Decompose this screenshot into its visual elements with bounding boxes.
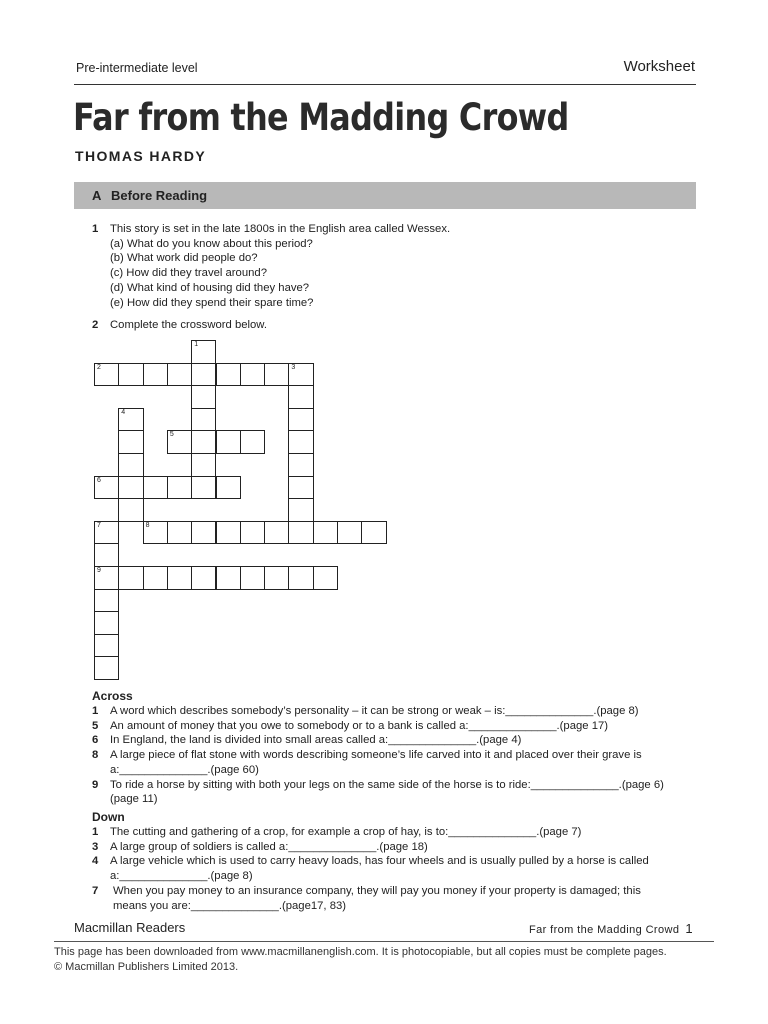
down-clue-number: 3	[92, 840, 99, 853]
crossword-cell[interactable]	[191, 476, 216, 500]
crossword-cell[interactable]	[191, 363, 216, 387]
section-letter: A	[92, 188, 102, 203]
crossword-cell[interactable]	[288, 521, 313, 545]
across-clue-5: An amount of money that you owe to somebody or to a bank is called a:______________.(page 17)	[110, 719, 609, 732]
crossword-cell[interactable]	[191, 453, 216, 477]
crossword-clue-number: 9	[97, 567, 101, 574]
footer-book	[529, 921, 693, 936]
crossword-cell[interactable]	[288, 476, 313, 500]
down-clue-4: A large vehicle which is used to carry heavy loads, has four wheels and is usually pulled by a horse is called	[110, 855, 649, 868]
footer-divider	[54, 941, 714, 942]
crossword-cell[interactable]	[118, 430, 143, 454]
crossword-cell[interactable]	[216, 363, 241, 387]
page-title: Far from the Madding Crowd	[73, 96, 569, 139]
crossword-cell[interactable]	[264, 521, 289, 545]
crossword-cell[interactable]	[143, 566, 168, 590]
question-1-e: (e) How did they spend their spare time?	[110, 296, 314, 309]
down-clue-3: A large group of soldiers is called a:______________.(page 18)	[110, 840, 428, 853]
crossword-clue-number: 6	[97, 476, 101, 484]
crossword-cell[interactable]	[313, 566, 338, 590]
crossword-cell[interactable]	[216, 476, 241, 500]
crossword-clue-number: 2	[97, 363, 101, 371]
crossword-cell[interactable]	[240, 521, 265, 545]
question-2-number: 2	[92, 319, 99, 331]
crossword-cell[interactable]	[94, 611, 119, 635]
footer-book-title: Far from the Madding Crowd	[528, 924, 680, 936]
across-clue-6: In England, the land is divided into small areas called a:______________.(page 4)	[110, 734, 522, 747]
crossword-cell[interactable]	[94, 363, 119, 387]
crossword-clue-number: 3	[291, 363, 296, 371]
crossword-clue-number: 4	[121, 408, 126, 416]
crossword-cell[interactable]	[191, 408, 216, 432]
across-clue-8: A large piece of flat stone with words describing someone’s life carved into it and placed over their grave is	[110, 749, 642, 762]
section-title: Before Reading	[111, 188, 208, 203]
worksheet-label: Worksheet	[623, 58, 695, 75]
crossword-cell[interactable]	[94, 566, 119, 590]
across-clue-number: 5	[92, 719, 99, 732]
question-1-b: (b) What work did people do?	[110, 252, 258, 265]
crossword-cell[interactable]	[288, 430, 313, 454]
crossword-cell[interactable]	[191, 340, 216, 364]
down-clue-number: 1	[92, 826, 99, 838]
crossword-cell[interactable]	[240, 566, 265, 590]
crossword-cell[interactable]	[167, 521, 192, 545]
crossword-cell[interactable]	[288, 408, 313, 432]
crossword-cell[interactable]	[94, 656, 119, 680]
crossword-clue-number: 7	[97, 521, 101, 529]
crossword-cell[interactable]	[94, 476, 119, 500]
down-clue-number: 7	[92, 884, 99, 897]
footer-brand: Macmillan Readers	[74, 920, 186, 935]
across-heading: Across	[92, 689, 133, 703]
across-clue-9: To ride a horse by sitting with both your legs on the same side of the horse is to ride:______________.(page 6)	[110, 778, 664, 791]
crossword-cell[interactable]	[191, 430, 216, 454]
author-name: THOMAS HARDY	[75, 148, 207, 164]
question-1-number: 1	[92, 223, 99, 235]
crossword-cell[interactable]	[191, 385, 216, 409]
crossword-cell[interactable]	[313, 521, 338, 545]
across-clue-number: 8	[92, 749, 99, 762]
header-divider	[74, 84, 696, 85]
question-2-text: Complete the crossword below.	[110, 319, 267, 331]
page-number: 1	[685, 921, 693, 936]
crossword-cell[interactable]	[288, 498, 313, 522]
crossword-cell[interactable]	[118, 453, 143, 477]
download-notice: This page has been downloaded from www.macmillanenglish.com. It is photocopiable, but all copies must be complete pages.	[54, 946, 667, 958]
down-clue-4-cont: a:______________.(page 8)	[110, 870, 253, 883]
across-clue-number: 9	[92, 778, 99, 791]
level-label: Pre-intermediate level	[76, 61, 198, 75]
crossword-cell[interactable]	[288, 363, 313, 387]
down-clue-7: When you pay money to an insurance company, they will pay you money if your property is damaged; this	[113, 884, 641, 897]
crossword-cell[interactable]	[118, 476, 143, 500]
crossword-cell[interactable]	[337, 521, 362, 545]
across-clue-number: 1	[92, 705, 99, 717]
down-clue-7-cont: means you are:______________.(page17, 83)	[113, 899, 347, 912]
crossword-clue-number: 8	[145, 521, 150, 529]
down-clue-1: The cutting and gathering of a crop, for example a crop of hay, is to:______________.(page 7)	[110, 826, 582, 838]
crossword-cell[interactable]	[240, 363, 265, 387]
copyright-notice	[54, 945, 667, 974]
crossword-cell[interactable]	[167, 566, 192, 590]
crossword-cell[interactable]	[118, 498, 143, 522]
crossword-cell[interactable]	[167, 363, 192, 387]
crossword-cell[interactable]	[94, 521, 119, 545]
crossword-cell[interactable]	[264, 566, 289, 590]
crossword-cell[interactable]	[94, 634, 119, 658]
crossword-cell[interactable]	[118, 408, 143, 432]
crossword-cell[interactable]	[216, 430, 241, 454]
crossword-cell[interactable]	[288, 385, 313, 409]
crossword-cell[interactable]	[143, 521, 168, 545]
crossword-clue-number: 5	[169, 431, 174, 439]
crossword-clue-number: 1	[194, 341, 199, 348]
crossword-cell[interactable]	[118, 566, 143, 590]
crossword-cell[interactable]	[264, 363, 289, 387]
question-1-c: (c) How did they travel around?	[110, 267, 267, 280]
crossword-cell[interactable]	[143, 363, 168, 387]
down-heading: Down	[92, 810, 125, 824]
crossword-cell[interactable]	[191, 566, 216, 590]
question-1-a: (a) What do you know about this period?	[110, 237, 313, 250]
crossword-cell[interactable]	[143, 476, 168, 500]
across-clue-8-cont: a:______________.(page 60)	[110, 763, 259, 776]
crossword-cell[interactable]	[288, 453, 313, 477]
crossword-cell[interactable]	[216, 521, 241, 545]
across-clue-1: A word which describes somebody’s personality – it can be strong or weak – is:______________.(page 8)	[110, 705, 639, 717]
crossword-cell[interactable]	[118, 363, 143, 387]
crossword-cell[interactable]	[94, 589, 119, 613]
crossword-cell[interactable]	[361, 521, 386, 545]
crossword-cell[interactable]	[240, 430, 265, 454]
across-clue-9-cont: (page 11)	[110, 793, 158, 806]
crossword-cell[interactable]	[167, 476, 192, 500]
copyright-line: © Macmillan Publishers Limited 2013.	[54, 960, 239, 973]
crossword-cell[interactable]	[191, 521, 216, 545]
crossword-cell[interactable]	[288, 566, 313, 590]
crossword-cell[interactable]	[167, 430, 192, 454]
question-1-d: (d) What kind of housing did they have?	[110, 281, 310, 294]
down-clue-number: 4	[92, 855, 99, 868]
across-clue-number: 6	[92, 734, 99, 747]
question-1-intro: This story is set in the late 1800s in the English area called Wessex.	[110, 223, 451, 235]
crossword-cell[interactable]	[94, 543, 119, 567]
crossword-cell[interactable]	[216, 566, 241, 590]
